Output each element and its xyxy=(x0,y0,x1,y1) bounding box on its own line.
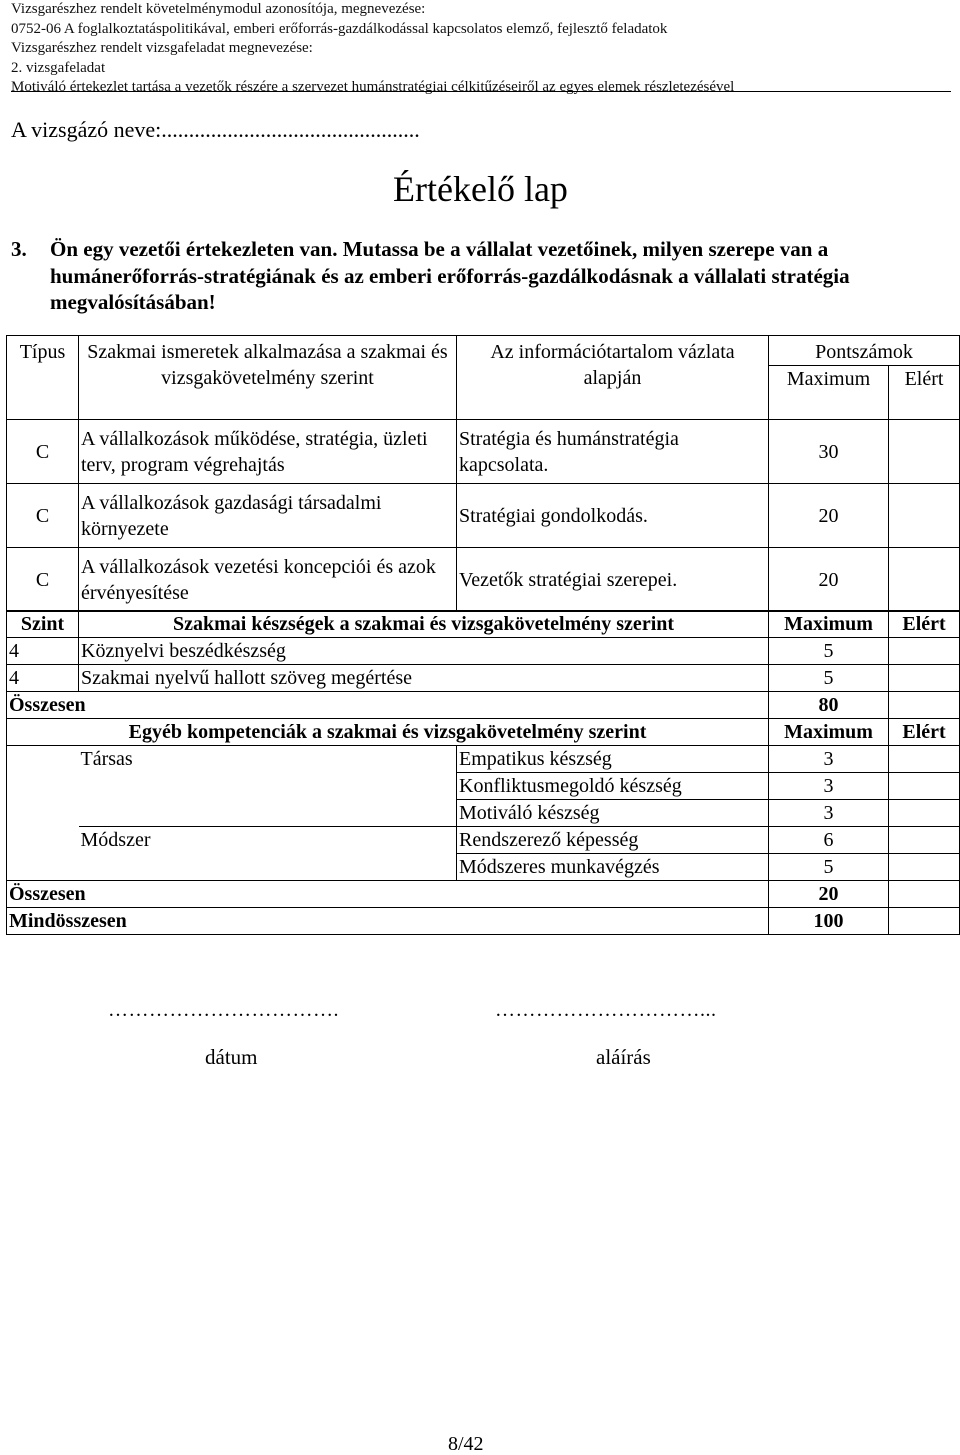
knowledge-row xyxy=(7,484,960,548)
header-line-task-name: Motiváló értekezlet tartása a vezetők részére a szervezet humánstratégiai célkitűzéseiről az egyes elemek részletezésével xyxy=(11,79,735,95)
achieved-header: Elért xyxy=(889,366,960,420)
competency-max: 3 xyxy=(769,773,889,800)
competency-group: Módszer xyxy=(79,827,457,854)
skill-level: 4 xyxy=(7,665,79,692)
competency-row xyxy=(7,800,960,827)
competency-achieved xyxy=(889,854,960,881)
competency-row xyxy=(7,773,960,800)
signature-label: aláírás xyxy=(596,1045,651,1069)
knowledge-table-header xyxy=(7,336,960,366)
skill-name: Köznyelvi beszédkészség xyxy=(79,638,769,665)
competency-group xyxy=(79,800,457,827)
header-line-module-label: Vizsgarészhez rendelt követelménymodul azonosítója, megnevezése: xyxy=(11,1,426,17)
row-achieved-points xyxy=(889,420,960,484)
competencies-achieved-header: Elért xyxy=(889,719,960,746)
page-title: Értékelő lap xyxy=(393,169,568,209)
row-max-points: 20 xyxy=(769,548,889,612)
row-max-points: 20 xyxy=(769,484,889,548)
date-dotted-line: ……………………………. xyxy=(108,999,339,1021)
grand-total-value: 100 xyxy=(769,908,889,935)
competency-name: Motiváló készség xyxy=(457,800,769,827)
skills-header xyxy=(7,611,960,638)
skill-achieved xyxy=(889,665,960,692)
row-content: Stratégia és humánstratégia kapcsolata. xyxy=(457,420,769,484)
competency-name: Rendszerező képesség xyxy=(457,827,769,854)
skill-level: 4 xyxy=(7,638,79,665)
row-type: C xyxy=(7,548,79,612)
header-line-task-number: 2. vizsgafeladat xyxy=(11,59,106,76)
knowledge-table xyxy=(6,335,960,612)
competency-row xyxy=(7,827,960,854)
grand-total-row xyxy=(7,908,960,935)
header-divider xyxy=(11,91,951,92)
header-line-module-name: 0752-06 A foglalkoztatáspolitikával, emberi erőforrás-gazdálkodással kapcsolatos elemző, fejlesztő feladatok xyxy=(11,20,668,37)
competency-row xyxy=(7,746,960,773)
skill-achieved xyxy=(889,638,960,665)
skills-table xyxy=(6,610,960,935)
row-knowledge: A vállalkozások vezetési koncepciói és azok érvényesítése xyxy=(79,548,457,612)
grand-total-label: Mindösszesen xyxy=(7,908,769,935)
subtotal-label: Összesen xyxy=(7,692,769,719)
skills-achieved-header: Elért xyxy=(889,611,960,638)
skill-max: 5 xyxy=(769,638,889,665)
competency-achieved xyxy=(889,773,960,800)
skills-max-header: Maximum xyxy=(769,611,889,638)
row-content: Vezetők stratégiai szerepei. xyxy=(457,548,769,612)
level-header: Szint xyxy=(7,611,79,638)
competency-max: 3 xyxy=(769,746,889,773)
row-type: C xyxy=(7,484,79,548)
competencies-max-header: Maximum xyxy=(769,719,889,746)
signature-dotted-line: …………………………... xyxy=(495,999,717,1021)
skills-title: Szakmai készségek a szakmai és vizsgakövetelmény szerint xyxy=(79,611,769,638)
skill-row xyxy=(7,665,960,692)
subtotal-achieved xyxy=(889,692,960,719)
row-max-points: 30 xyxy=(769,420,889,484)
competency-name: Konfliktusmegoldó készség xyxy=(457,773,769,800)
type-header: Típus xyxy=(7,336,79,420)
document-header xyxy=(11,0,951,98)
knowledge-header: Szakmai ismeretek alkalmazása a szakmai és vizsgakövetelmény szerint xyxy=(79,336,457,420)
competency-max: 5 xyxy=(769,854,889,881)
competency-group: Társas xyxy=(79,746,457,773)
row-achieved-points xyxy=(889,484,960,548)
row-achieved-points xyxy=(889,548,960,612)
competency-name: Empatikus készség xyxy=(457,746,769,773)
competency-achieved xyxy=(889,746,960,773)
subtotal-row xyxy=(7,881,960,908)
competencies-title: Egyéb kompetenciák a szakmai és vizsgakövetelmény szerint xyxy=(7,719,769,746)
competency-max: 6 xyxy=(769,827,889,854)
skill-name: Szakmai nyelvű hallott szöveg megértése xyxy=(79,665,769,692)
candidate-name-line: A vizsgázó neve:............................................... xyxy=(11,117,420,142)
competencies-header xyxy=(7,719,960,746)
skill-row xyxy=(7,638,960,665)
competency-achieved xyxy=(889,827,960,854)
row-knowledge: A vállalkozások gazdasági társadalmi környezete xyxy=(79,484,457,548)
subtotal-achieved xyxy=(889,881,960,908)
competency-achieved xyxy=(889,800,960,827)
grand-total-achieved xyxy=(889,908,960,935)
subtotal-value: 80 xyxy=(769,692,889,719)
task-description xyxy=(11,236,946,316)
subtotal-label: Összesen xyxy=(7,881,769,908)
competency-name: Módszeres munkavégzés xyxy=(457,854,769,881)
knowledge-row xyxy=(7,548,960,612)
competency-row xyxy=(7,854,960,881)
row-content: Stratégiai gondolkodás. xyxy=(457,484,769,548)
skill-max: 5 xyxy=(769,665,889,692)
knowledge-row xyxy=(7,420,960,484)
competency-group xyxy=(79,854,457,881)
page-number: 8/42 xyxy=(448,1433,484,1455)
task-number: 3. xyxy=(11,237,27,261)
row-knowledge: A vállalkozások működése, stratégia, üzleti terv, program végrehajtás xyxy=(79,420,457,484)
subtotal-value: 20 xyxy=(769,881,889,908)
row-type: C xyxy=(7,420,79,484)
competency-group xyxy=(79,773,457,800)
header-line-task-label: Vizsgarészhez rendelt vizsgafeladat megnevezése: xyxy=(11,40,313,56)
date-label: dátum xyxy=(205,1045,258,1069)
points-header: Pontszámok xyxy=(769,336,960,366)
task-text: Ön egy vezetői értekezleten van. Mutassa be a vállalat vezetőinek, milyen szerepe van a humánerőforrás-stratégiának és az emberi erőforrás-gazdálkodásnak a vállalati stratégia megvalósításában! xyxy=(50,237,850,314)
subtotal-row xyxy=(7,692,960,719)
competency-max: 3 xyxy=(769,800,889,827)
max-header: Maximum xyxy=(769,366,889,420)
content-header: Az információtartalom vázlata alapján xyxy=(457,336,769,420)
